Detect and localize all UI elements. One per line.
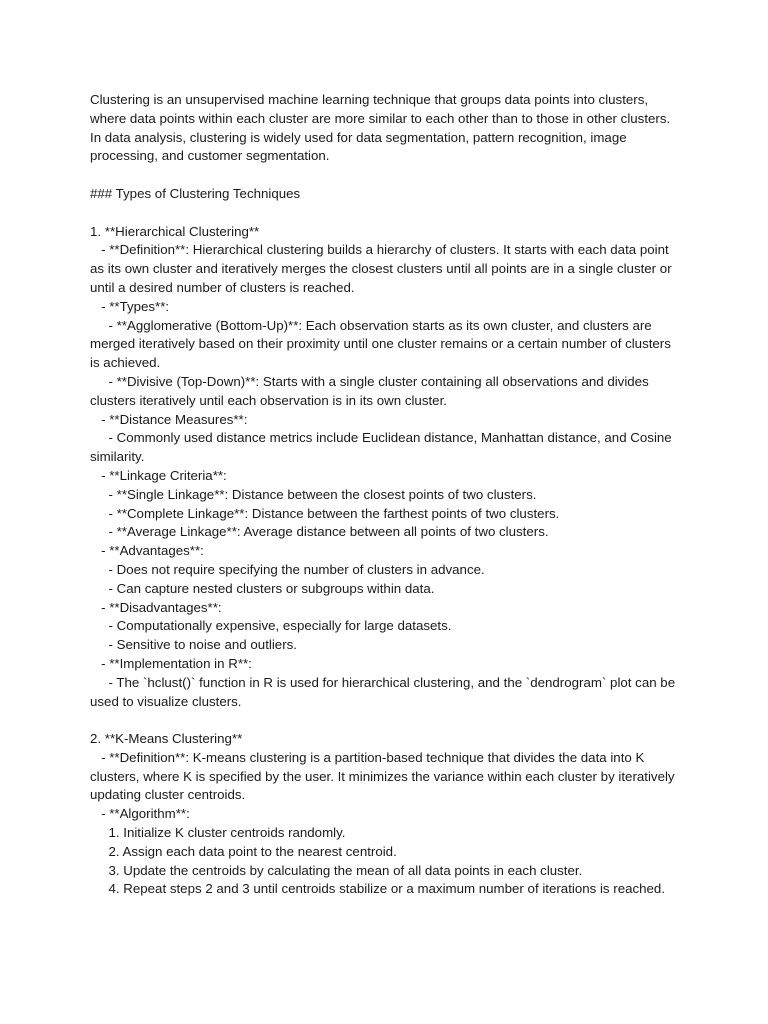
- hierarchical-implementation-label: - **Implementation in R**:: [90, 655, 252, 671]
- blank-line: [90, 166, 680, 185]
- kmeans-title: 2. **K-Means Clustering**: [90, 731, 243, 747]
- hierarchical-linkage-average: - **Average Linkage**: Average distance between all points of two clusters.: [90, 524, 549, 540]
- hierarchical-distance-label: - **Distance Measures**:: [90, 411, 248, 427]
- hierarchical-advantages-label: - **Advantages**:: [90, 543, 204, 559]
- section-heading: ### Types of Clustering Techniques: [90, 185, 301, 201]
- hierarchical-distance-text: - Commonly used distance metrics include Euclidean distance, Manhattan distance, and Cosine similarity.: [90, 430, 676, 465]
- blank-line: [90, 204, 680, 223]
- hierarchical-title: 1. **Hierarchical Clustering**: [90, 223, 260, 239]
- hierarchical-linkage-label: - **Linkage Criteria**:: [90, 467, 227, 483]
- hierarchical-advantage-1: - Does not require specifying the number of clusters in advance.: [90, 561, 485, 577]
- hierarchical-implementation-text: - The `hclust()` function in R is used for hierarchical clustering, and the `dendrogram` plot can be used to visualize clusters.: [90, 674, 679, 709]
- hierarchical-disadvantages-label: - **Disadvantages**:: [90, 599, 222, 615]
- hierarchical-definition: - **Definition**: Hierarchical clustering builds a hierarchy of clusters. It starts with each data point as its own cluster and iteratively merges the closest clusters until all points are in a single cluster or until a desired number of clusters is reached.: [90, 242, 676, 295]
- blank-line: [90, 711, 680, 730]
- kmeans-step-1: 1. Initialize K cluster centroids randomly.: [90, 825, 346, 841]
- hierarchical-disadvantage-2: - Sensitive to noise and outliers.: [90, 637, 297, 653]
- kmeans-algorithm-label: - **Algorithm**:: [90, 806, 190, 822]
- hierarchical-divisive: - **Divisive (Top-Down)**: Starts with a single cluster containing all observations and divides clusters iteratively until each observation is in its own cluster.: [90, 373, 653, 408]
- kmeans-step-2: 2. Assign each data point to the nearest centroid.: [90, 843, 397, 859]
- hierarchical-types-label: - **Types**:: [90, 298, 170, 314]
- kmeans-step-4: 4. Repeat steps 2 and 3 until centroids stabilize or a maximum number of iterations is reached.: [90, 881, 666, 897]
- document-body: [90, 91, 680, 899]
- kmeans-definition: - **Definition**: K-means clustering is a partition-based technique that divides the data into K clusters, where K is specified by the user. It minimizes the variance within each cluster by iteratively updating cluster centroids.: [90, 749, 679, 803]
- hierarchical-linkage-single: - **Single Linkage**: Distance between the closest points of two clusters.: [90, 486, 537, 502]
- kmeans-step-3: 3. Update the centroids by calculating the mean of all data points in each cluster.: [90, 862, 583, 878]
- intro-paragraph: Clustering is an unsupervised machine learning technique that groups data points into clusters, where data points within each cluster are more similar to each other than to those in other clusters. In data analysis, clustering is widely used for data segmentation, pattern recognition, image processing, and customer segmentation.: [90, 92, 674, 164]
- hierarchical-advantage-2: - Can capture nested clusters or subgroups within data.: [90, 580, 435, 596]
- hierarchical-disadvantage-1: - Computationally expensive, especially for large datasets.: [90, 618, 452, 634]
- hierarchical-agglomerative: - **Agglomerative (Bottom-Up)**: Each observation starts as its own cluster, and clusters are merged iteratively based on their proximity until one cluster remains or a certain number of clusters is achieved.: [90, 317, 675, 371]
- hierarchical-linkage-complete: - **Complete Linkage**: Distance between the farthest points of two clusters.: [90, 505, 560, 521]
